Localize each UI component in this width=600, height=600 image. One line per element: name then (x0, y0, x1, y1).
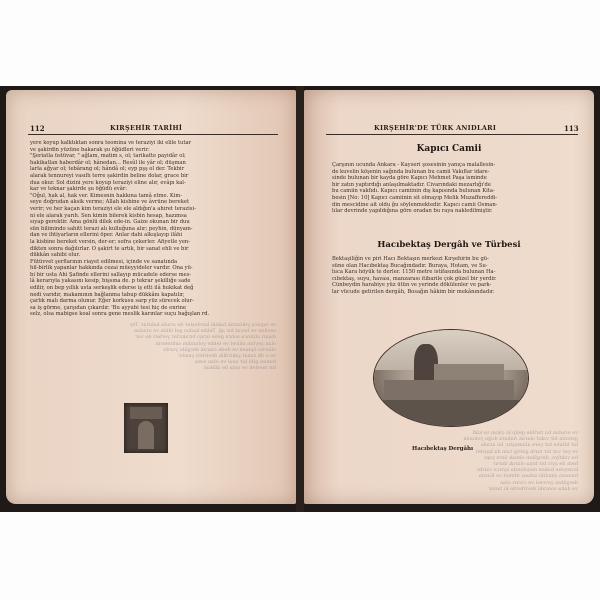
left-running-head: KIRŞEHİR TARİHİ (110, 124, 183, 132)
left-ghost-line: ellerini öpmek ve dede olarak dergâhı yurdu (163, 346, 276, 353)
kapici-camii-line: de kuvelin köşenin sağında bulunan bu camii Vakıflar idare- (332, 168, 490, 175)
left-ghost-line: dışarı atılınca sonra gene orayı bırakırlar yerleri de var (135, 334, 276, 341)
right-ghost-line: bir kitabe bir yere alınmıştır, bu arada (480, 442, 578, 449)
book-gutter (296, 86, 304, 512)
left-ghost-line: ve topuca yıkılarak hakiki kardeşler de orada kalırlar. Tey (129, 322, 276, 328)
right-ghost-line: ve daha sonraki devirlerde ki tamir (488, 485, 578, 492)
right-ghost-line: ve yer var bir tarih görüp tam da kaydet (475, 448, 578, 455)
left-ghost-line: olan şeyhin ahiret ve tekke yolundan sahtelerin (155, 340, 276, 347)
kapici-camii-line: lılar devrinde yapıldığına göre oradan bu raya nakledilmiştir. (332, 208, 493, 215)
right-header-rule (326, 134, 578, 135)
left-body-line: selz, olsa mabigse koal sonra gene meslik karınlar suçu bağışlan rd. (30, 311, 210, 318)
right-ghost-line: binanın şimdiki sahası Ahmet ve Kasım (478, 473, 578, 480)
left-body-line: kar ve teknar şakirde şu öğüdü evâr: (30, 186, 128, 193)
left-body-line: dükkân sahibi olur. (30, 252, 81, 259)
hacibektas-line: Cünbeydin harabiye yüz ütün ve yerinde dökülenler ve park- (332, 282, 492, 289)
section-hacibektas-text (332, 256, 578, 296)
left-body-line: lâ kerarıyla yakasını kesip, bişsına de. p tekrar şekilliğe sade (30, 278, 191, 285)
shrine-thumbnail-image (124, 403, 168, 453)
left-body-line: edilir, on bep yıllık usta serkeşlik ederse iş etti ilâ hukikat değ (30, 285, 194, 292)
hacibektas-line: cıbektaş, suyu, havası, manzarası itibarile çok güzel bir yerdir. (332, 275, 497, 282)
left-page-number: 112 (30, 124, 45, 133)
left-body-line: bi bir usta Ahi Şafinde ellerini sallayıp mücadele ederse mes- (30, 271, 192, 278)
left-body-line: "Oğul, hak al, hak ver. Kimesnin hakkına tamâ etme. Kim- (30, 192, 183, 199)
right-page-number: 113 (564, 124, 579, 133)
kapici-camii-line: din mescidine ait oldu ğu söylenmektedir. Kapıcı camii Osman- (332, 201, 498, 208)
left-header-rule (28, 134, 278, 135)
photo-caption: Hacıbektaş Dergâhı (412, 446, 474, 452)
left-body-line: sıyap gerektir. Ama gönlü dilek ede-in. Gaize okunan bir duu (30, 219, 190, 226)
left-body-line: nedi varıdır, makamının bağlanma tabup dükkânı kapatılır, (30, 291, 185, 298)
kapici-camii-line: Çarşının ucunda Ankara - Kayseri şosesinin yanıça malallesin- (332, 162, 496, 168)
left-body-line: sün bilimindo sahitt terazi alı kulluğuna alır; peyhin, dünyam- (30, 225, 193, 232)
left-body-line: ni ele alarak yarıh. Sen kimin bilerek kisbin hesap, hazımsa (30, 212, 187, 219)
kapici-camii-line: sinde bulunan bir kayda göre Kapıcı Mehmet Paşa isminde (332, 175, 487, 182)
section-kapici-camii-text (332, 162, 578, 215)
kapici-camii-line: bir zatın yaptırdığı anlaşılmaktadır. Civarındaki mezarlığı'de (332, 181, 491, 188)
hacibektas-line: Bektaşiliğin ve piri Hacı Bektaşın merkezi Kırşehirin bu gü- (332, 256, 489, 262)
left-body-line: dan ve ihtiyarların ellerini öper. Anlar dahi alkışlayıp ilâhi (30, 232, 183, 239)
left-body-line: hakikatlan haberdâr ol; hânedan... Resûl ile yâr ol; düşman (30, 159, 186, 166)
left-body-line: ve şakirdin yüzüne bakarak şu öğüdleri verir: (30, 146, 150, 153)
kapici-camii-line: bu camiin vakfıdı. Kapıcı camiinin dış kapısında bulunan Kita- (332, 188, 495, 195)
left-ghost-line: sevilen ve hayat bir ağ. Tekke kadısı gel ölüm ve oradan (133, 328, 276, 335)
kapici-camii-line: besin [No: 10] Kapıcı camiinin sit olmayıp Melik Muzaffereddi- (332, 194, 498, 201)
left-body-line: yere koyup kalktıktan sonra teomina ve teraziyi iki elile tutar (30, 140, 192, 146)
left-ghost-line: bunun gibi bir usul ve olan sona (194, 359, 276, 366)
left-body-line: "Şeriatla üstüvar, " ağlam, matim s, ol; tarikatte payidâr ol; (30, 153, 186, 160)
right-ghost-line: ve oradan bu tarihle gelip ki çıkan ve kâfi (472, 430, 578, 436)
hacibektas-line: süne olan Hacıbektaş Bucağındadır. Buraya, Hotam, ve Su- (332, 262, 488, 269)
left-ghost-line: bir meslek ve usta ile alâkalı (203, 365, 276, 372)
hacibektas-dergah-photo (374, 330, 528, 426)
left-body-line: alarak tennureyi vasıflı terre şakirdin beline dolar, grace bir (30, 172, 189, 179)
right-ghost-line: dergâhın çevresi ve civarı olan (499, 479, 578, 486)
left-ghost-line: ve o ilk sanat şakirdlik devirleri yazılır (178, 353, 276, 360)
right-page (304, 90, 594, 504)
left-body-line: verir; ve her kaçan kim teraziyi ele ele aldığın'a ahiret terazisi- (30, 205, 196, 212)
right-bleed-through-text (332, 430, 578, 492)
hacibektas-line: lar vücude getirilen dergâh, Bosağın hâkim bir mekânındadır. (332, 288, 495, 295)
left-body-line: seye doğrudan aksik verme; Allah kisbine ve âvrüne bereket (30, 199, 190, 206)
right-running-head: KIRŞEHİR'DE TÜRK ANIDLARI (374, 124, 497, 132)
left-body-line: dua okur. Sol dizini yere koyup teraziyi eline alır, evâpı kal- (30, 179, 186, 186)
right-ghost-line: kuzeyine bakan meydanda ayrıca vardır (476, 467, 578, 474)
section-title-kapici-camii: Kapıcı Camii (416, 144, 482, 154)
left-body-line: la kisbine bereket versin, der-er; sofra çekerler. Afiyetle yen- (30, 238, 191, 245)
right-ghost-line: hem de ayrı bir bina olarak durur (492, 461, 578, 468)
left-body-line: sa iş görme, çarşıdan çıkarılır. 'Bu ayyubi tesi hiç de enrine (30, 304, 187, 311)
left-body-text (30, 140, 278, 318)
left-page (6, 90, 296, 504)
section-title-hacibektas: Hacıbektaş Dergâh ve Türbesi (377, 240, 521, 250)
left-body-line: çarlık malı darma olunur. Eğer korkusu sarp yüz sürecek olur- (30, 298, 194, 305)
left-body-line: larla ağyar ol; tebârang ol; hândâ ol; eyp pşş ol der. Tekbir (30, 166, 185, 173)
right-ghost-line: bu vakfiye, dergâhın olmak üzre yapı (484, 454, 578, 461)
open-book (0, 86, 600, 512)
right-ghost-line: gelenin bir vakıf olarak Ankara doğu yolunda (463, 436, 578, 443)
left-body-line: dikten sonra dağılırlar. O şakirt te artık, bir sanat ehli ve bir (30, 245, 189, 252)
left-body-line: hil-birlik yapanlar hakkında cezai müeyyideler vardır. Ona yü- (30, 265, 193, 272)
left-body-line: Fütüvvet şerflarının riayet edilmesi, içinde ve sanatında (30, 258, 178, 265)
left-bleed-through-text (36, 322, 276, 372)
hacibektas-line: luca Kara höyük te derler. 1150 metre istifasında bulunan Ha- (332, 269, 496, 276)
